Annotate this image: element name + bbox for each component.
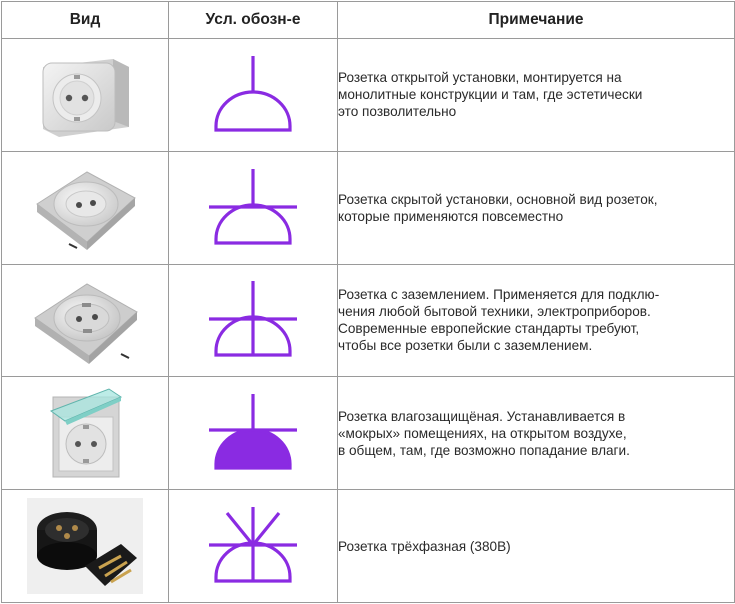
view-cell: [2, 264, 169, 377]
symbol-cell: [169, 39, 338, 152]
note-line: Розетка влагозащищёная. Устанавливается в: [338, 408, 626, 424]
note-line: чтобы все розетки были с заземлением.: [338, 338, 593, 354]
note-line: монолитные конструкции и там, где эстетически: [338, 87, 643, 103]
socket-waterproof-photo: [25, 383, 145, 483]
header-row: [2, 2, 735, 39]
header-view: Вид: [2, 2, 169, 39]
open-socket-icon: [203, 50, 303, 140]
note-cell: [338, 377, 735, 490]
note-line: Розетка открытой установки, монтируется на: [338, 70, 622, 86]
note-line: Современные европейские стандарты требуют,: [338, 321, 640, 337]
note-cell: [338, 264, 735, 377]
note-cell: [338, 39, 735, 152]
socket-three-phase-photo: [25, 496, 145, 596]
three-phase-socket-icon: [203, 501, 303, 591]
header-symbol: Усл. обозн-е: [169, 2, 338, 39]
socket-open-photo: [25, 45, 145, 145]
note-line: в общем, там, где возможно попадание влаги.: [338, 442, 630, 458]
note-line: Розетка трёхфазная (380В): [338, 538, 511, 554]
note-line: которые применяются повсеместно: [338, 208, 564, 224]
view-cell: [2, 377, 169, 490]
socket-hidden-photo: [25, 158, 145, 258]
symbol-cell: [169, 264, 338, 377]
view-cell: [2, 151, 169, 264]
grounded-socket-icon: [203, 275, 303, 365]
view-cell: [2, 490, 169, 603]
note-line: это позволительно: [338, 104, 457, 120]
note-line: «мокрых» помещениях, на открытом воздухе,: [338, 425, 627, 441]
table-row: [2, 39, 735, 152]
socket-grounded-photo: [25, 270, 145, 370]
note-cell: [338, 151, 735, 264]
header-note: Примечание: [338, 2, 735, 39]
socket-symbols-table: [1, 1, 735, 603]
symbol-cell: [169, 490, 338, 603]
note-line: Розетка скрытой установки, основной вид розеток,: [338, 191, 658, 207]
note-cell: [338, 490, 735, 603]
table-row: [2, 377, 735, 490]
table-row: [2, 151, 735, 264]
table-row: [2, 490, 735, 603]
hidden-socket-icon: [203, 163, 303, 253]
note-line: чения любой бытовой техники, электроприборов.: [338, 304, 651, 320]
view-cell: [2, 39, 169, 152]
symbol-cell: [169, 151, 338, 264]
table-row: [2, 264, 735, 377]
waterproof-socket-icon: [203, 388, 303, 478]
symbol-cell: [169, 377, 338, 490]
note-line: Розетка с заземлением. Применяется для подклю-: [338, 287, 660, 303]
